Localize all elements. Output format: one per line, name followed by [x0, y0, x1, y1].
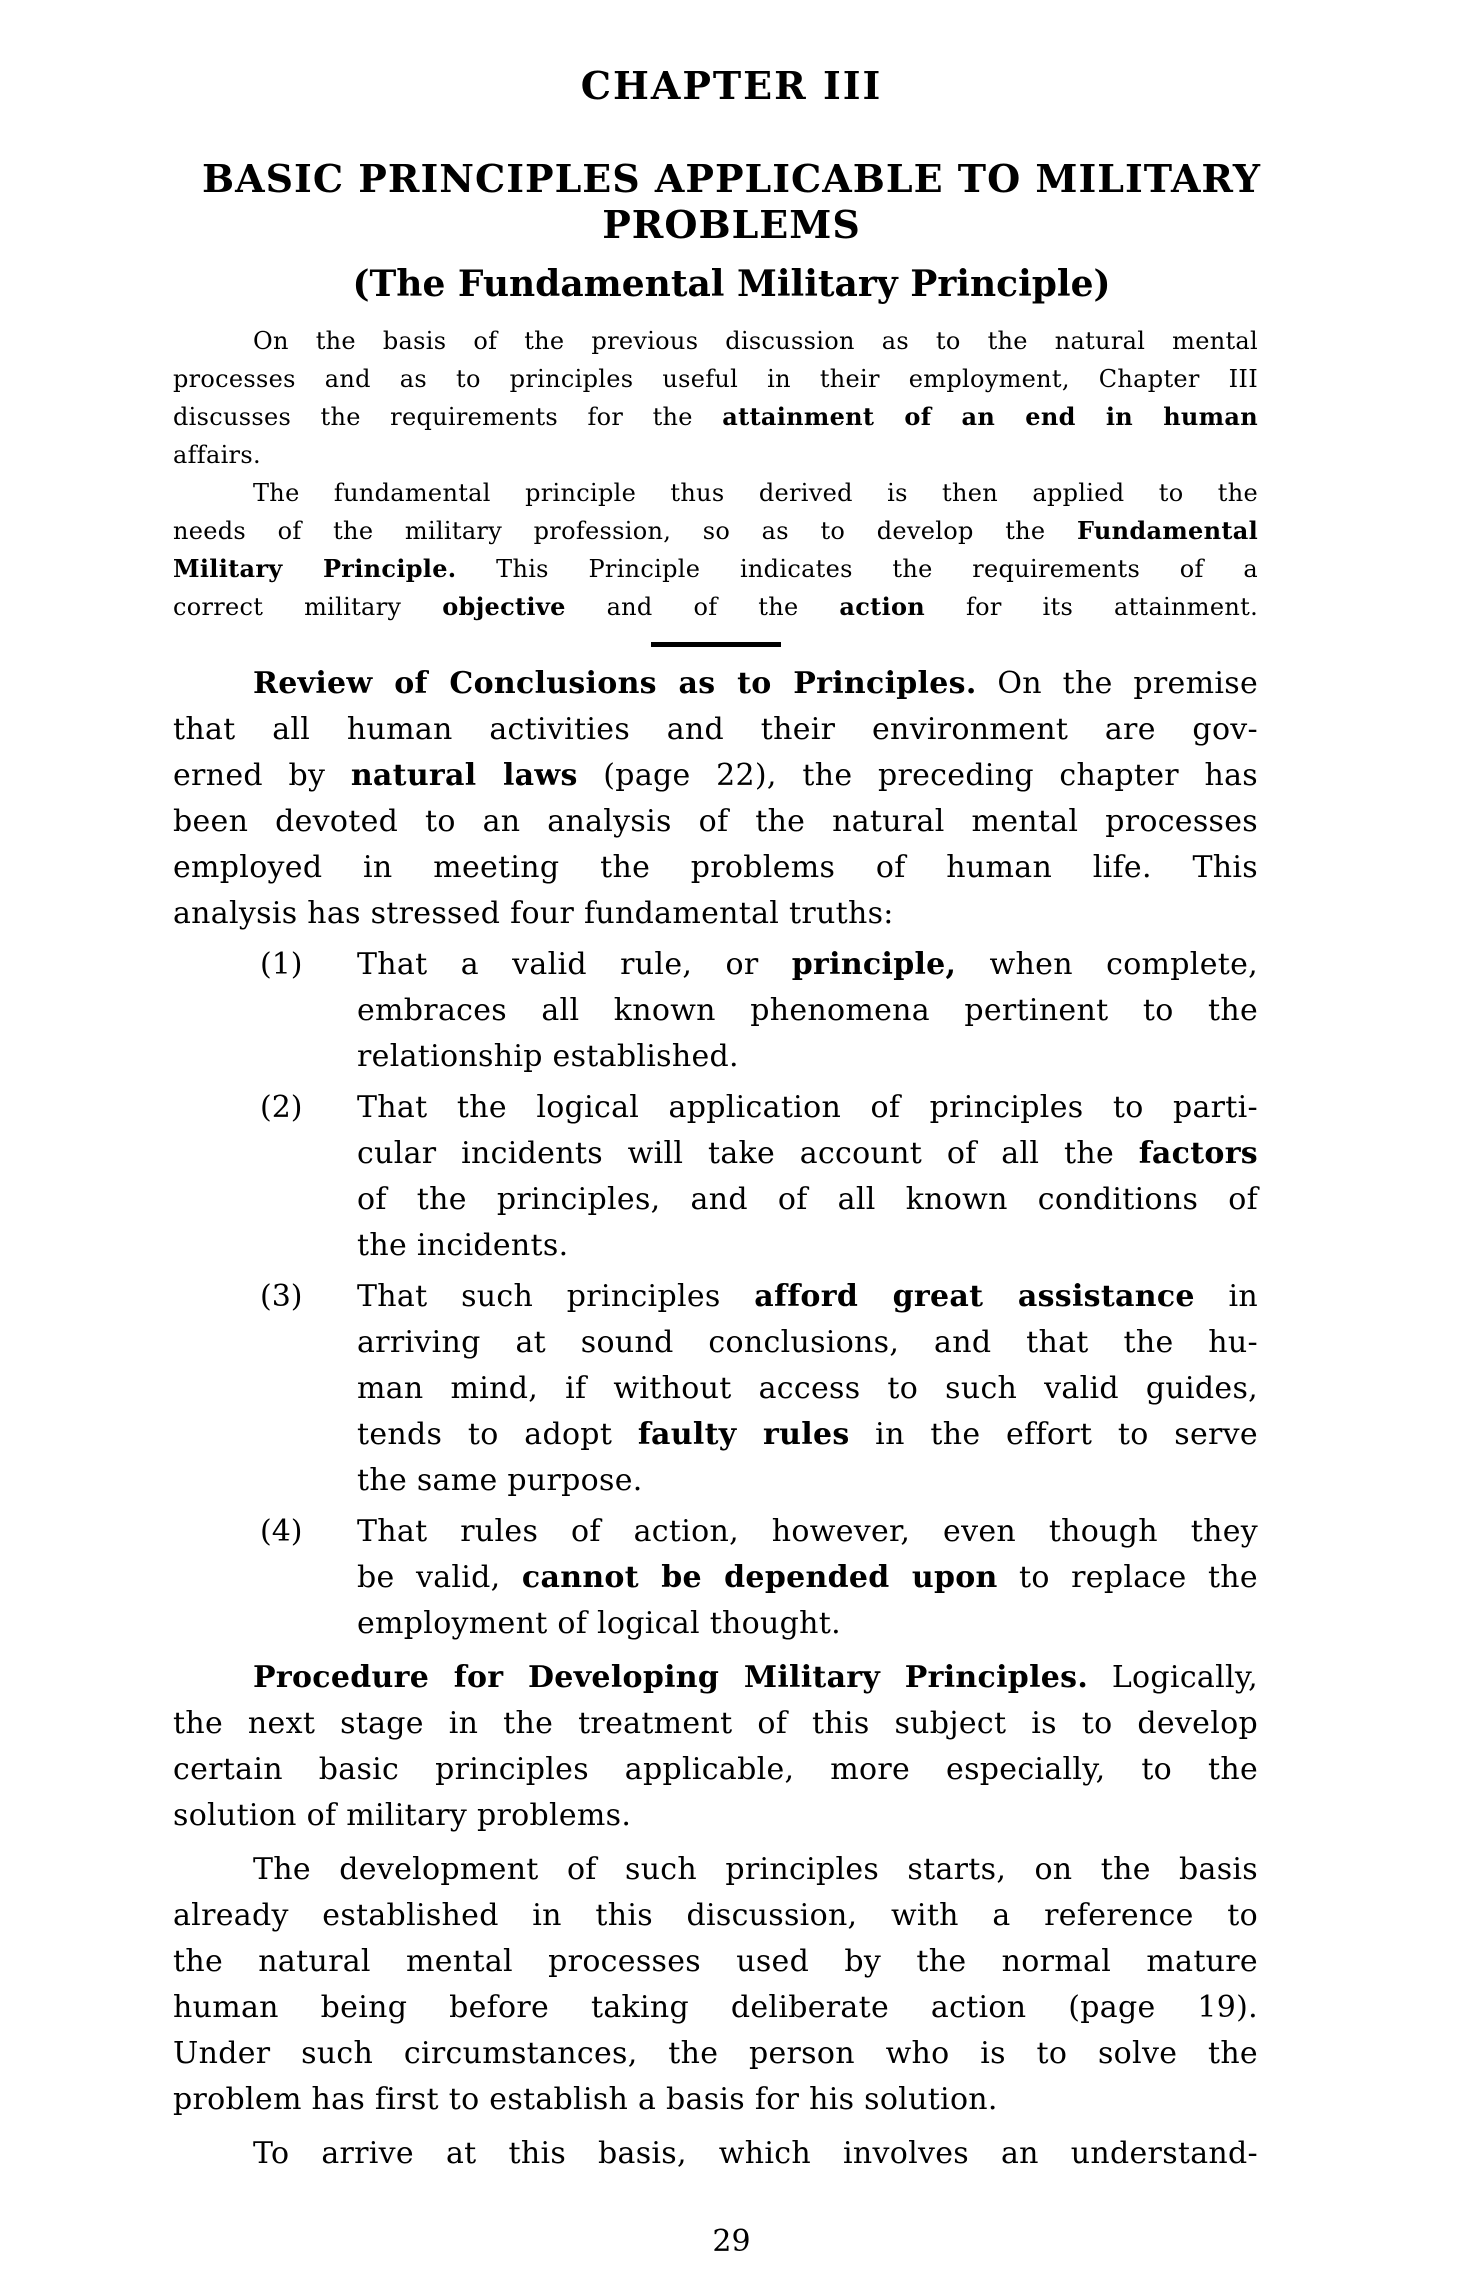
bold-text: Military Principle. — [173, 554, 457, 583]
text-line: affairs. — [173, 441, 261, 469]
text-line: already established in this discussion, with a reference to — [173, 1898, 1258, 1933]
chapter-abstract-para-1 — [173, 322, 1258, 474]
bold-text: natural laws — [350, 758, 578, 793]
bold-text: afford great assistance — [754, 1279, 1195, 1314]
bold-text: cannot be depended upon — [521, 1560, 998, 1595]
list-item-number: (4) — [260, 1514, 303, 1549]
list-item-3 — [173, 1274, 1258, 1504]
bold-text: objective — [442, 592, 566, 621]
bold-text: attainment of an end in human — [722, 402, 1258, 431]
chapter-heading: CHAPTER III — [580, 63, 883, 108]
text-line: Under such circumstances, the person who is to solve the — [173, 2036, 1258, 2071]
list-item-number: (2) — [260, 1090, 303, 1125]
text-line: The development of such principles starts, on the basis — [253, 1852, 1258, 1887]
page-title-line-2: PROBLEMS — [602, 202, 861, 247]
text-line: relationship established. — [357, 1039, 739, 1074]
text-line: tends to adopt faulty rules in the effort to serve — [357, 1417, 1258, 1452]
text-line: cular incidents will take account of all the factors — [357, 1136, 1258, 1171]
text-line: correct military objective and of the action for its attainment. — [173, 592, 1258, 621]
text-line: processes and as to principles useful in their employment, Chapter III — [173, 365, 1258, 393]
list-item-number: (1) — [260, 947, 303, 982]
chapter-abstract-para-2 — [173, 474, 1258, 626]
list-item-2 — [173, 1085, 1258, 1269]
text-line: been devoted to an analysis of the natural mental processes — [173, 804, 1258, 839]
paragraph-procedure — [173, 1655, 1258, 1839]
text-line: employed in meeting the problems of human life. This — [173, 850, 1258, 885]
text-line: Military Principle. This Principle indicates the requirements of a — [173, 554, 1258, 583]
paragraph-to-arrive — [173, 2131, 1258, 2177]
section-divider-rule — [651, 642, 781, 647]
list-item-4 — [173, 1509, 1258, 1647]
text-line: certain basic principles applicable, more especially, to the — [173, 1752, 1258, 1787]
text-line: the same purpose. — [357, 1463, 643, 1498]
text-line: That the logical application of principles to parti- — [357, 1090, 1258, 1125]
page-number: 29 — [712, 2224, 751, 2259]
text-line: erned by natural laws (page 22), the preceding chapter has — [173, 758, 1258, 793]
text-line: That such principles afford great assistance in — [357, 1279, 1258, 1314]
text-line: arriving at sound conclusions, and that the hu- — [357, 1325, 1258, 1360]
page-title — [0, 156, 1463, 248]
bold-text: Review of Conclusions as to Principles. — [253, 666, 977, 701]
text-line: The fundamental principle thus derived is then applied to the — [253, 479, 1258, 507]
text-line: employment of logical thought. — [357, 1606, 841, 1641]
body-text — [173, 322, 1258, 2177]
list-item-number: (3) — [260, 1279, 303, 1314]
text-line: be valid, cannot be depended upon to replace the — [357, 1560, 1258, 1595]
text-line: the incidents. — [357, 1228, 569, 1263]
text-line: On the basis of the previous discussion as to the natural mental — [253, 327, 1258, 355]
bold-text: faulty rules — [637, 1417, 850, 1452]
text-line: embraces all known phenomena pertinent to the — [357, 993, 1258, 1028]
bold-text: Fundamental — [1076, 516, 1258, 545]
text-line: the natural mental processes used by the normal mature — [173, 1944, 1258, 1979]
text-line: discusses the requirements for the attainment of an end in human — [173, 402, 1258, 431]
text-line: the next stage in the treatment of this subject is to develop — [173, 1706, 1258, 1741]
text-line: That rules of action, however, even though they — [357, 1514, 1258, 1549]
text-line: analysis has stressed four fundamental truths: — [173, 896, 894, 931]
text-line: To arrive at this basis, which involves an understand- — [253, 2136, 1258, 2171]
page-subtitle: (The Fundamental Military Principle) — [352, 263, 1111, 305]
bold-text: principle, — [791, 947, 957, 982]
text-line: that all human activities and their environment are gov- — [173, 712, 1258, 747]
text-line: solution of military problems. — [173, 1798, 632, 1833]
paragraph-review-of-conclusions — [173, 661, 1258, 937]
text-line: Review of Conclusions as to Principles. On the premise — [253, 666, 1258, 701]
list-item-1 — [173, 942, 1258, 1080]
text-line: human being before taking deliberate action (page 19). — [173, 1990, 1258, 2025]
text-line: of the principles, and of all known conditions of — [357, 1182, 1258, 1217]
bold-text: Procedure for Developing Military Principles. — [253, 1660, 1089, 1695]
page-title-line-1: BASIC PRINCIPLES APPLICABLE TO MILITARY — [202, 156, 1261, 201]
paragraph-development — [173, 1847, 1258, 2123]
bold-text: action — [839, 592, 926, 621]
text-line: problem has first to establish a basis for his solution. — [173, 2082, 998, 2117]
text-line: needs of the military profession, so as to develop the Fundamental — [173, 516, 1258, 545]
text-line: Procedure for Developing Military Principles. Logically, — [253, 1660, 1258, 1695]
text-line: That a valid rule, or principle, when complete, — [357, 947, 1258, 982]
bold-text: factors — [1138, 1136, 1258, 1171]
text-line: man mind, if without access to such valid guides, — [357, 1371, 1258, 1406]
